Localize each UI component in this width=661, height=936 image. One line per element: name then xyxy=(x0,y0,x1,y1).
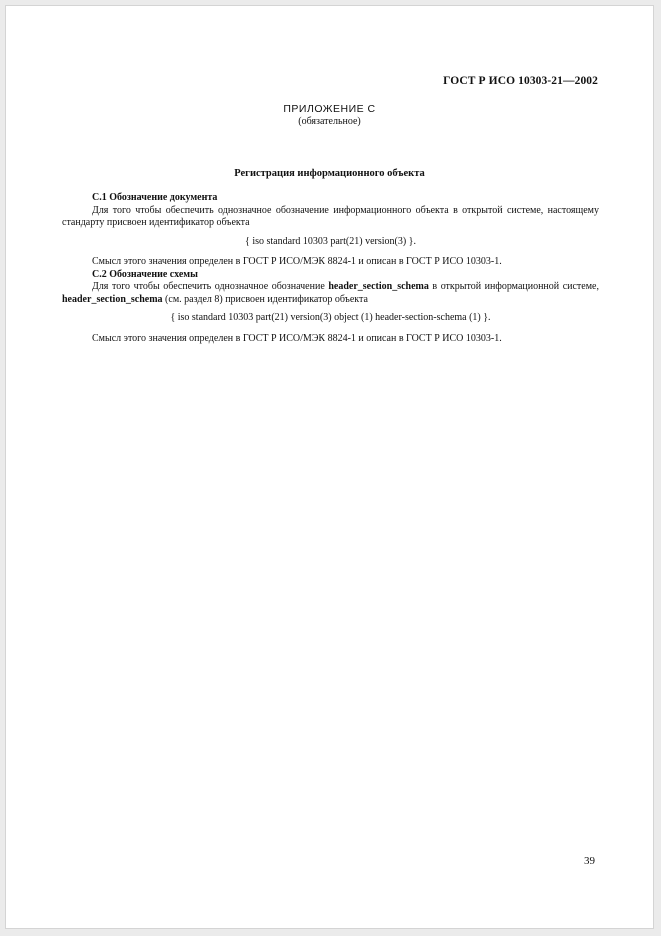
page-number: 39 xyxy=(584,855,595,867)
appendix-subtitle: (обязательное) xyxy=(298,116,361,127)
c2-paragraph-text-2: в открытой информационной системе, xyxy=(428,281,599,292)
c2-meaning: Смысл этого значения определен в ГОСТ Р ИСО/МЭК 8824-1 и описан в ГОСТ Р ИСО 10303-1. xyxy=(92,332,502,344)
c2-term-header-section-schema: header_section_schema xyxy=(328,281,429,292)
section-title: Регистрация информационного объекта xyxy=(234,168,425,179)
c2-heading: С.2 Обозначение схемы xyxy=(92,268,198,280)
c2-formula: { iso standard 10303 part(21) version(3) object (1) header-section-schema (1) }. xyxy=(170,312,491,323)
c2-paragraph xyxy=(62,281,599,306)
standard-identifier: ГОСТ Р ИСО 10303-21—2002 xyxy=(443,75,598,87)
appendix-title: ПРИЛОЖЕНИЕ С xyxy=(283,103,376,115)
document-body xyxy=(62,192,599,345)
c2-paragraph-text-1: Для того чтобы обеспечить однозначное обозначение xyxy=(92,281,329,292)
c1-formula: { iso standard 10303 part(21) version(3) }. xyxy=(245,235,416,247)
c2-term-header-section-schema-2: header_section_schema xyxy=(62,293,163,305)
c1-paragraph: Для того чтобы обеспечить однозначное обозначение информационного объекта в открытой системе, настоящему стандарту присвоен идентификатор объекта xyxy=(62,204,599,228)
c1-meaning: Смысл этого значения определен в ГОСТ Р ИСО/МЭК 8824-1 и описан в ГОСТ Р ИСО 10303-1. xyxy=(92,256,502,267)
c2-paragraph-text-3: (см. раздел 8) присвоен идентификатор объекта xyxy=(162,293,368,305)
c1-heading: С.1 Обозначение документа xyxy=(92,192,218,203)
document-page xyxy=(5,5,654,929)
